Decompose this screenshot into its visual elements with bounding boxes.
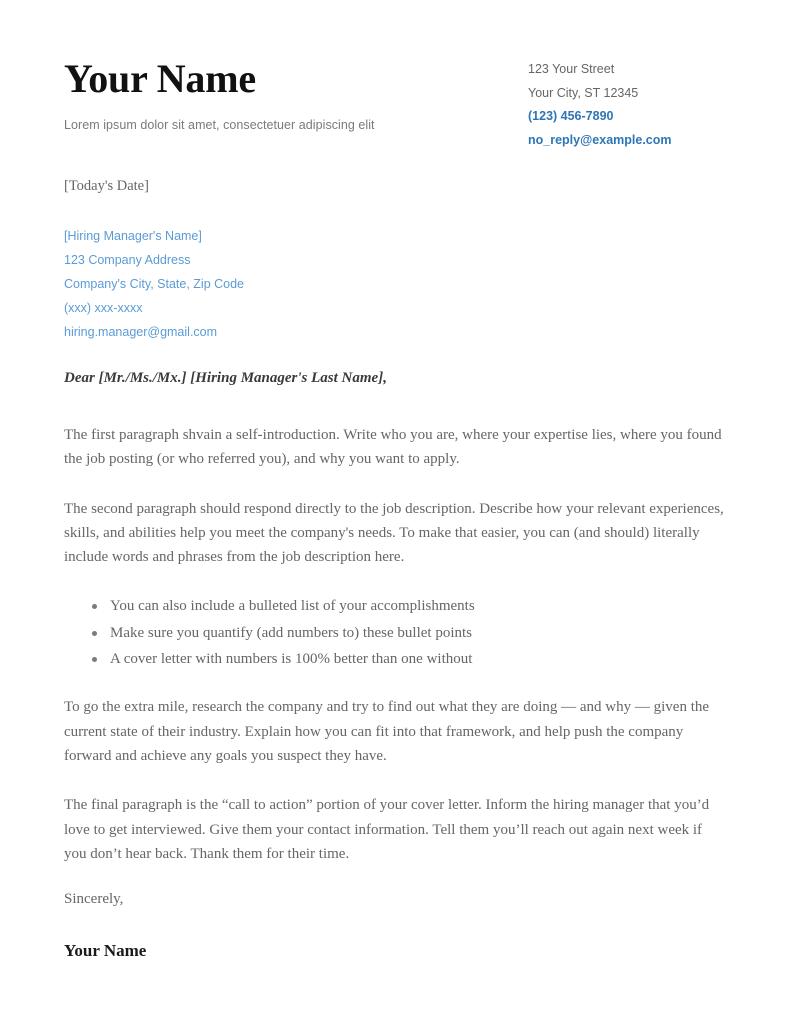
- recipient-name: [Hiring Manager's Name]: [64, 229, 202, 243]
- body-paragraph-1: The first paragraph shvain a self-introduction. Write who you are, where your expertise lies, where you found the job posting (or who referred you), and why you want to apply.: [64, 427, 722, 468]
- recipient-address: 123 Company Address: [64, 253, 191, 267]
- header-tagline: Lorem ipsum dolor sit amet, consectetuer adipiscing elit: [64, 118, 375, 132]
- list-item: Make sure you quantify (add numbers to) these bullet points: [64, 621, 724, 645]
- recipient-city-state-zip: Company's City, State, Zip Code: [64, 277, 245, 291]
- recipient-email[interactable]: hiring.manager@gmail.com: [64, 325, 218, 339]
- letter-salutation: Dear [Mr./Ms./Mx.] [Hiring Manager's Last Name],: [64, 370, 387, 386]
- letter-header: [64, 58, 727, 168]
- sender-street: 123 Your Street: [528, 62, 615, 76]
- sender-city-state-zip: Your City, ST 12345: [528, 85, 639, 100]
- recipient-phone[interactable]: (xxx) xxx-xxxx: [64, 301, 143, 315]
- recipient-address-block: [64, 230, 484, 350]
- accomplishments-list: [64, 594, 724, 671]
- letter-signature: Your Name: [64, 941, 147, 961]
- sender-email[interactable]: no_reply@example.com: [528, 132, 672, 147]
- body-paragraph-2: The second paragraph should respond directly to the job description. Describe how your relevant experiences, skills, and abilities help you meet the company's needs. To make that easier, you can (and should) literally include words and phrases from the job description here.: [64, 500, 724, 566]
- page-title: Your Name: [64, 56, 256, 101]
- letter-body: [64, 370, 724, 961]
- sender-contact-block: [528, 63, 758, 157]
- letter-closing: Sincerely,: [64, 891, 124, 908]
- body-paragraph-3: To go the extra mile, research the company and try to find out what they are doing — and why — given the current state of their industry. Explain how you can fit into that framework, and help push the company forward and achieve any goals you suspect they have.: [64, 699, 710, 764]
- sender-phone[interactable]: (123) 456-7890: [528, 109, 614, 123]
- body-paragraph-4: The final paragraph is the “call to action” portion of your cover letter. Inform the hiring manager that you’d love to get interviewed. Give them your contact information. Tell them you’ll reach out again next week if you don’t hear back. Thank them for their time.: [64, 797, 710, 862]
- list-item: You can also include a bulleted list of your accomplishments: [64, 594, 724, 618]
- header-identity-block: [64, 58, 494, 132]
- letter-date: [Today's Date]: [64, 178, 149, 194]
- list-item: A cover letter with numbers is 100% better than one without: [64, 647, 724, 671]
